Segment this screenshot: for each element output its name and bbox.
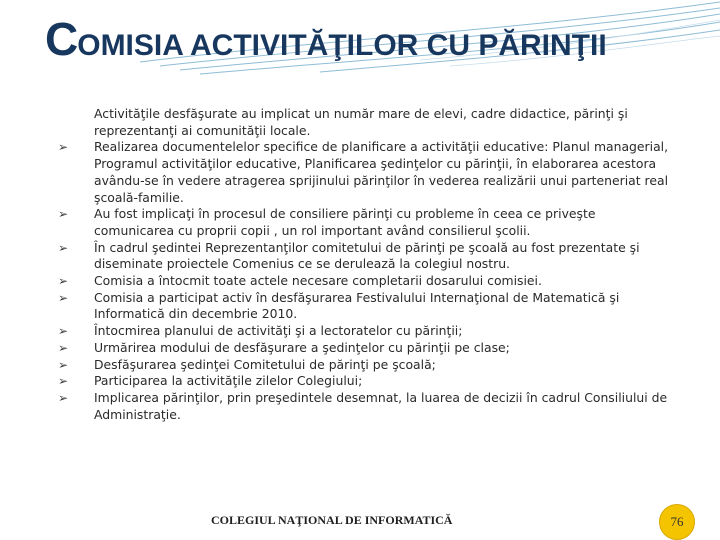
bullet-arrow-icon: ➢	[58, 340, 69, 355]
list-item-text: În cadrul şedintei Reprezentanţilor comitetului de părinţi pe şcoală au fost prezentate şi diseminate proiectele Comenius ce se derulează la colegiul nostru.	[94, 239, 640, 272]
list-item	[58, 357, 670, 374]
bullet-arrow-icon: ➢	[58, 274, 69, 289]
content-list	[58, 106, 670, 423]
list-item	[58, 323, 670, 340]
bullet-arrow-icon: ➢	[58, 324, 69, 339]
list-item-text: Activităţile desfăşurate au implicat un număr mare de elevi, cadre didactice, părinţi şi reprezentanţi ai comunităţii locale.	[94, 106, 628, 138]
list-item	[58, 390, 670, 423]
list-item	[58, 240, 670, 273]
list-item-text: Realizarea documentelelor specifice de planificare a activităţii educative: Planul managerial, Programul activităţilor educative, Planificarea şedinţelor cu părinţii, în elaborarea acestora avându-se în vedere atragerea sprijinului părinţilor în vederea realizării unui parteneriat real şcoală-familie.	[94, 139, 669, 205]
list-item-text: Implicarea părinţilor, prin preşedintele desemnat, la luarea de decizii în cadrul Consiliului de Administraţie.	[94, 389, 668, 422]
page-number: 76	[670, 514, 684, 529]
list-item-text: Comisia a întocmit toate actele necesare completarii dosarului comisiei.	[94, 273, 542, 289]
list-item	[58, 340, 670, 357]
list-item-text: Urmărirea modului de desfăşurare a şedinţelor cu părinţii pe clase;	[94, 339, 510, 355]
footer-institution: COLEGIUL NAŢIONAL DE INFORMATICĂ	[211, 513, 453, 527]
list-item	[58, 373, 670, 390]
bullet-arrow-icon: ➢	[58, 240, 69, 255]
bullet-arrow-icon: ➢	[58, 374, 69, 389]
list-item	[58, 290, 670, 323]
list-item	[58, 139, 670, 206]
title-first-letter: C	[45, 13, 78, 65]
bullet-arrow-icon: ➢	[58, 207, 69, 222]
list-item	[58, 206, 670, 239]
list-item-text: Desfăşurarea şedinţei Comitetului de părinţi pe şcoală;	[94, 356, 436, 372]
page-title	[45, 12, 607, 66]
list-item	[58, 273, 670, 290]
bullet-arrow-icon: ➢	[58, 290, 69, 305]
bullet-arrow-icon: ➢	[58, 390, 69, 405]
list-item-text: Au fost implicaţi în procesul de consiliere părinţi cu probleme în ceea ce priveşte comunicarea cu proprii copii , un rol important având consilierul şcolii.	[94, 206, 596, 238]
list-item-text: Participarea la activităţile zilelor Colegiului;	[94, 373, 363, 389]
list-item	[58, 106, 670, 139]
list-item-text: Comisia a participat activ în desfăşurarea Festivalului Internaţional de Matematică şi Informatică din decembrie 2010.	[94, 289, 620, 322]
bullet-arrow-icon: ➢	[58, 140, 69, 155]
page-number-badge	[659, 504, 695, 540]
list-item-text: Întocmirea planului de activităţi şi a lectoratelor cu părinţii;	[94, 323, 463, 339]
title-rest: OMISIA ACTIVITĂŢILOR CU PĂRINŢII	[77, 29, 607, 62]
bullet-arrow-icon: ➢	[58, 357, 69, 372]
